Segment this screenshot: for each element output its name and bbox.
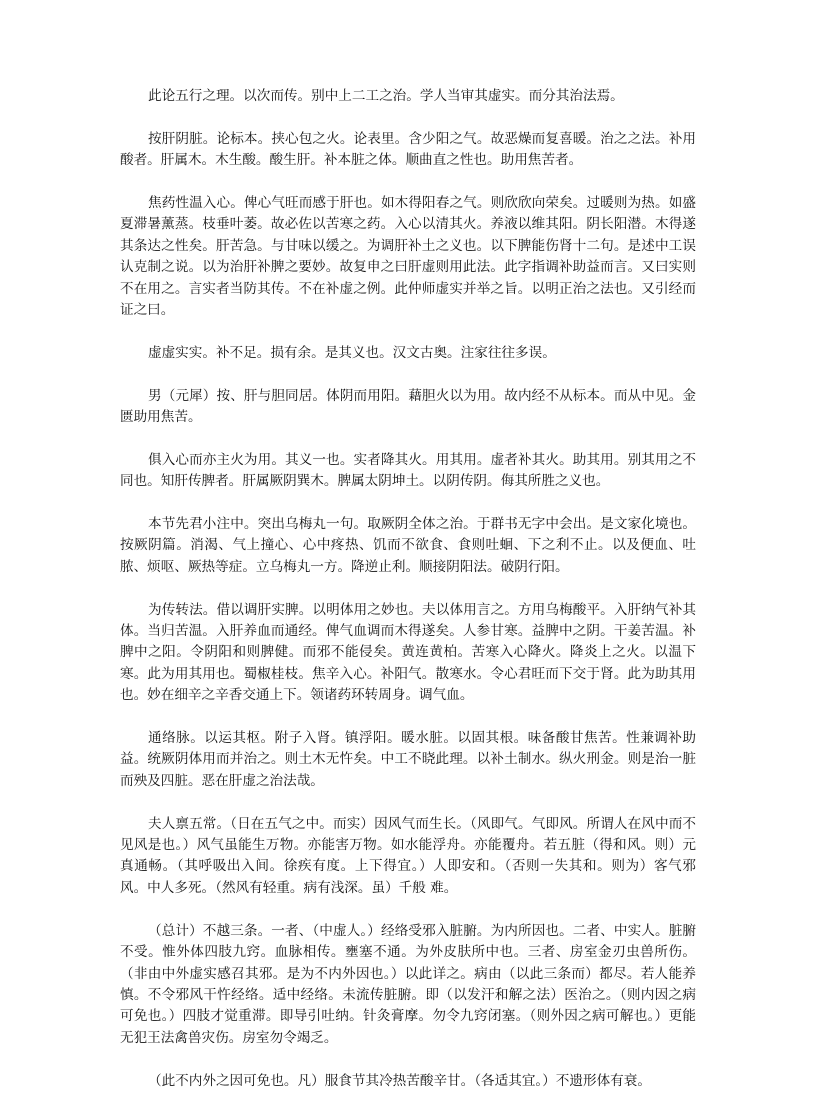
paragraph: 夫人禀五常。（日在五气之中。而实）因风气而生长。（风即气。气即风。所谓人在风中而不见风是也。）风气虽能生万物。亦能害万物。如水能浮舟。亦能覆舟。若五脏（得和风。则）元真通畅。（其呼吸出入间。徐疾有度。上下得宜。）人即安和。（否则一失其和。则为）客气邪风。中人多死。（然风有轻重。病有浅深。虽）千般 难。 [120,815,696,896]
paragraph: 本节先君小注中。突出乌梅丸一句。取厥阴全体之治。于群书无字中会出。是文家化境也。按厥阴篇。消渴、气上撞心、心中疼热、饥而不欲食、食则吐蛔、下之利不止。以及便血、吐脓、烦呕、厥热等症。立乌梅丸一方。降逆止利。顺接阴阳法。破阴行阳。 [120,516,696,575]
paragraph: （总计）不越三条。一者、（中虚人。）经络受邪入脏腑。为内所因也。二者、中实人。脏腑不受。惟外体四肢九窍。血脉相传。壅塞不通。为外皮肤所中也。三者、房室金刃虫兽所伤。（非由中外虚实感召其邪。是为不内外因也。）以此详之。病由（以此三条而）都尽。若人能养慎。不令邪风干忤经络。适中经络。未流传脏腑。即（以发汗和解之法）医治之。（则内因之病可免也。）四肢才觉重滞。即导引吐纳。针灸膏摩。勿令九窍闭塞。（则外因之病可解也。）更能无犯王法禽兽灾伤。房室勿令竭乏。 [120,922,696,1046]
document-body [120,86,696,1113]
paragraph: 通络脉。以运其枢。附子入肾。镇浮阳。暖水脏。以固其根。味备酸甘焦苦。性兼调补助益。统厥阴体用而并治之。则土木无忤矣。中工不晓此理。以补土制水。纵火刑金。则是治一脏而殃及四脏。恶在肝虚之治法哉。 [120,730,696,789]
paragraph: 焦药性温入心。俾心气旺而感于肝也。如木得阳春之气。则欣欣向荣矣。过暖则为热。如盛夏滞暑薰蒸。枝垂叶萎。故必佐以苦寒之药。入心以清其火。养液以维其阳。阴长阳潜。木得遂其条达之性矣。肝苦急。与甘味以缓之。为调肝补土之义也。以下脾能伤肾十二句。是述中工误认克制之说。以为治肝补脾之要妙。故复申之曰肝虚则用此法。此字指调补助益而言。又曰实则不在用之。言实者当防其传。不在补虚之例。此仲师虚实并举之旨。以明正治之法也。又引经而证之曰。 [120,195,696,319]
paragraph: 为传转法。借以调肝实脾。以明体用之妙也。夫以体用言之。方用乌梅酸平。入肝纳气补其体。当归苦温。入肝养血而通经。俾气血调而木得遂矣。人参甘寒。益脾中之阴。干姜苦温。补脾中之阳。令阴阳和则脾健。而邪不能侵矣。黄连黄柏。苦寒入心降火。降炎上之火。以温下寒。此为用其用也。蜀椒桂枝。焦辛入心。补阳气。散寒水。令心君旺而下交于肾。此为助其用也。妙在细辛之辛香交通上下。领诸药环转周身。调气血。 [120,601,696,704]
paragraph: 虚虚实实。补不足。损有余。是其义也。汉文古奥。注家往往多误。 [148,344,556,361]
paragraph: 男（元犀）按、肝与胆同居。体阴而用阳。藉胆火以为用。故内经不从标本。而从中见。金匮助用焦苦。 [120,387,696,426]
paragraph: （此不内外之因可免也。凡）服食节其冷热苦酸辛甘。（各适其宜。）不遗形体有衰。 [148,1072,651,1089]
paragraph: 俱入心而亦主火为用。其义一也。实者降其火。用其用。虚者补其火。助其用。别其用之不同也。知肝传脾者。肝属厥阴巽木。脾属太阴坤土。以阴传阴。侮其所胜之义也。 [120,451,696,490]
paragraph: 此论五行之理。以次而传。别中上二工之治。学人当审其虚实。而分其治法焉。 [148,88,624,104]
paragraph: 按肝阴脏。论标本。挟心包之火。论表里。含少阳之气。故恶燥而复喜暖。治之之法。补用酸者。肝属木。木生酸。酸生肝。补本脏之体。顺曲直之性也。助用焦苦者。 [120,130,696,169]
